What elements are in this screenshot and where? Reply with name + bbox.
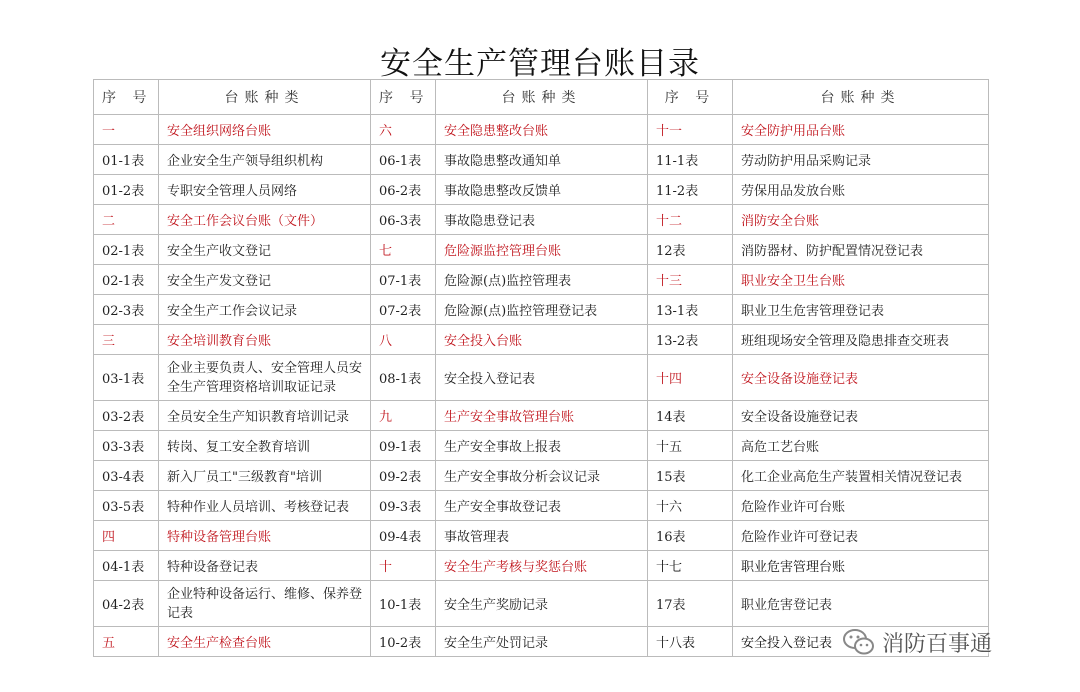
table-row (94, 491, 989, 521)
ledger-number: 十五 (648, 431, 733, 461)
ledger-type: 事故隐患整改通知单 (436, 145, 648, 175)
ledger-number: 一 (94, 115, 159, 145)
watermark (842, 622, 992, 662)
ledger-number: 十一 (648, 115, 733, 145)
ledger-type: 特种作业人员培训、考核登记表 (159, 491, 371, 521)
table-row (94, 521, 989, 551)
ledger-type: 企业安全生产领导组织机构 (159, 145, 371, 175)
ledger-number: 九 (371, 401, 436, 431)
ledger-number: 二 (94, 205, 159, 235)
ledger-type: 危险作业许可台账 (733, 491, 989, 521)
table-row (94, 235, 989, 265)
ledger-type: 安全设备设施登记表 (733, 355, 989, 401)
table-row (94, 175, 989, 205)
ledger-number: 三 (94, 325, 159, 355)
ledger-number: 17表 (648, 581, 733, 627)
ledger-type: 安全防护用品台账 (733, 115, 989, 145)
table-row (94, 551, 989, 581)
table-row (94, 355, 989, 401)
table-row (94, 325, 989, 355)
ledger-number: 03-3表 (94, 431, 159, 461)
ledger-type: 危险源(点)监控管理登记表 (436, 295, 648, 325)
header-no: 序 号 (648, 80, 733, 115)
header-type: 台账种类 (733, 80, 989, 115)
page-title: 安全生产管理台账目录 (380, 46, 700, 82)
ledger-number: 13-2表 (648, 325, 733, 355)
ledger-type: 班组现场安全管理及隐患排查交班表 (733, 325, 989, 355)
ledger-number: 十四 (648, 355, 733, 401)
ledger-number: 04-1表 (94, 551, 159, 581)
ledger-type: 安全投入台账 (436, 325, 648, 355)
ledger-number: 09-3表 (371, 491, 436, 521)
ledger-type: 全员安全生产知识教育培训记录 (159, 401, 371, 431)
ledger-number: 16表 (648, 521, 733, 551)
table-row (94, 265, 989, 295)
ledger-type: 安全生产工作会议记录 (159, 295, 371, 325)
ledger-number: 十八表 (648, 627, 733, 657)
ledger-number: 02-1表 (94, 265, 159, 295)
table-row (94, 205, 989, 235)
ledger-type: 安全生产处罚记录 (436, 627, 648, 657)
ledger-number: 08-1表 (371, 355, 436, 401)
ledger-number: 13-1表 (648, 295, 733, 325)
ledger-type: 生产安全事故分析会议记录 (436, 461, 648, 491)
ledger-type: 危险源监控管理台账 (436, 235, 648, 265)
ledger-number: 八 (371, 325, 436, 355)
ledger-number: 01-2表 (94, 175, 159, 205)
ledger-number: 四 (94, 521, 159, 551)
ledger-type: 职业卫生危害管理登记表 (733, 295, 989, 325)
ledger-type: 安全生产收文登记 (159, 235, 371, 265)
watermark-text: 消防百事通 (882, 631, 993, 657)
ledger-type: 事故隐患整改反馈单 (436, 175, 648, 205)
table-row (94, 401, 989, 431)
header-type: 台账种类 (436, 80, 648, 115)
wechat-icon (842, 625, 876, 659)
ledger-number: 06-2表 (371, 175, 436, 205)
ledger-number: 七 (371, 235, 436, 265)
table-header-row (94, 80, 989, 115)
ledger-number: 06-3表 (371, 205, 436, 235)
ledger-type: 危险作业许可登记表 (733, 521, 989, 551)
ledger-type: 安全投入登记表 (436, 355, 648, 401)
table-row (94, 145, 989, 175)
ledger-type: 安全生产考核与奖惩台账 (436, 551, 648, 581)
ledger-type: 转岗、复工安全教育培训 (159, 431, 371, 461)
ledger-number: 11-1表 (648, 145, 733, 175)
ledger-type: 安全培训教育台账 (159, 325, 371, 355)
ledger-type: 安全生产奖励记录 (436, 581, 648, 627)
ledger-number: 06-1表 (371, 145, 436, 175)
ledger-type: 安全生产检查台账 (159, 627, 371, 657)
ledger-number: 04-2表 (94, 581, 159, 627)
ledger-number: 03-4表 (94, 461, 159, 491)
table-row (94, 295, 989, 325)
ledger-type: 事故隐患登记表 (436, 205, 648, 235)
table-row (94, 115, 989, 145)
ledger-number: 09-4表 (371, 521, 436, 551)
ledger-number: 十三 (648, 265, 733, 295)
ledger-number: 十六 (648, 491, 733, 521)
ledger-number: 09-1表 (371, 431, 436, 461)
ledger-number: 07-2表 (371, 295, 436, 325)
ledger-number: 五 (94, 627, 159, 657)
table-row (94, 461, 989, 491)
header-no: 序 号 (94, 80, 159, 115)
ledger-type: 高危工艺台账 (733, 431, 989, 461)
ledger-type: 安全隐患整改台账 (436, 115, 648, 145)
ledger-number: 02-1表 (94, 235, 159, 265)
ledger-number: 03-1表 (94, 355, 159, 401)
ledger-number: 10-2表 (371, 627, 436, 657)
ledger-number: 03-5表 (94, 491, 159, 521)
ledger-type: 生产安全事故登记表 (436, 491, 648, 521)
ledger-type: 安全工作会议台账（文件） (159, 205, 371, 235)
ledger-number: 14表 (648, 401, 733, 431)
ledger-body (94, 115, 989, 657)
ledger-number: 十七 (648, 551, 733, 581)
ledger-type: 职业危害管理台账 (733, 551, 989, 581)
ledger-type: 生产安全事故上报表 (436, 431, 648, 461)
ledger-number: 09-2表 (371, 461, 436, 491)
ledger-number: 07-1表 (371, 265, 436, 295)
ledger-table (93, 79, 989, 657)
ledger-number: 01-1表 (94, 145, 159, 175)
ledger-type: 劳保用品发放台账 (733, 175, 989, 205)
ledger-type: 安全组织网络台账 (159, 115, 371, 145)
ledger-type: 事故管理表 (436, 521, 648, 551)
ledger-number: 10-1表 (371, 581, 436, 627)
ledger-number: 15表 (648, 461, 733, 491)
table-row (94, 581, 989, 627)
ledger-number: 12表 (648, 235, 733, 265)
ledger-type: 特种设备管理台账 (159, 521, 371, 551)
ledger-type: 消防器材、防护配置情况登记表 (733, 235, 989, 265)
ledger-type: 安全投入登记表 (733, 627, 989, 657)
ledger-type: 消防安全台账 (733, 205, 989, 235)
ledger-number: 02-3表 (94, 295, 159, 325)
ledger-type: 生产安全事故管理台账 (436, 401, 648, 431)
ledger-type: 安全设备设施登记表 (733, 401, 989, 431)
ledger-type: 职业危害登记表 (733, 581, 989, 627)
table-row (94, 431, 989, 461)
header-no: 序 号 (371, 80, 436, 115)
ledger-type: 化工企业高危生产装置相关情况登记表 (733, 461, 989, 491)
ledger-number: 11-2表 (648, 175, 733, 205)
ledger-type: 危险源(点)监控管理表 (436, 265, 648, 295)
ledger-type: 专职安全管理人员网络 (159, 175, 371, 205)
ledger-type: 劳动防护用品采购记录 (733, 145, 989, 175)
ledger-type: 新入厂员工"三级教育"培训 (159, 461, 371, 491)
ledger-type: 企业主要负责人、安全管理人员安全生产管理资格培训取证记录 (159, 355, 371, 401)
header-type: 台账种类 (159, 80, 371, 115)
ledger-number: 六 (371, 115, 436, 145)
ledger-number: 十 (371, 551, 436, 581)
ledger-type: 职业安全卫生台账 (733, 265, 989, 295)
ledger-type: 企业特种设备运行、维修、保养登记表 (159, 581, 371, 627)
ledger-type: 特种设备登记表 (159, 551, 371, 581)
ledger-number: 03-2表 (94, 401, 159, 431)
ledger-number: 十二 (648, 205, 733, 235)
ledger-type: 安全生产发文登记 (159, 265, 371, 295)
